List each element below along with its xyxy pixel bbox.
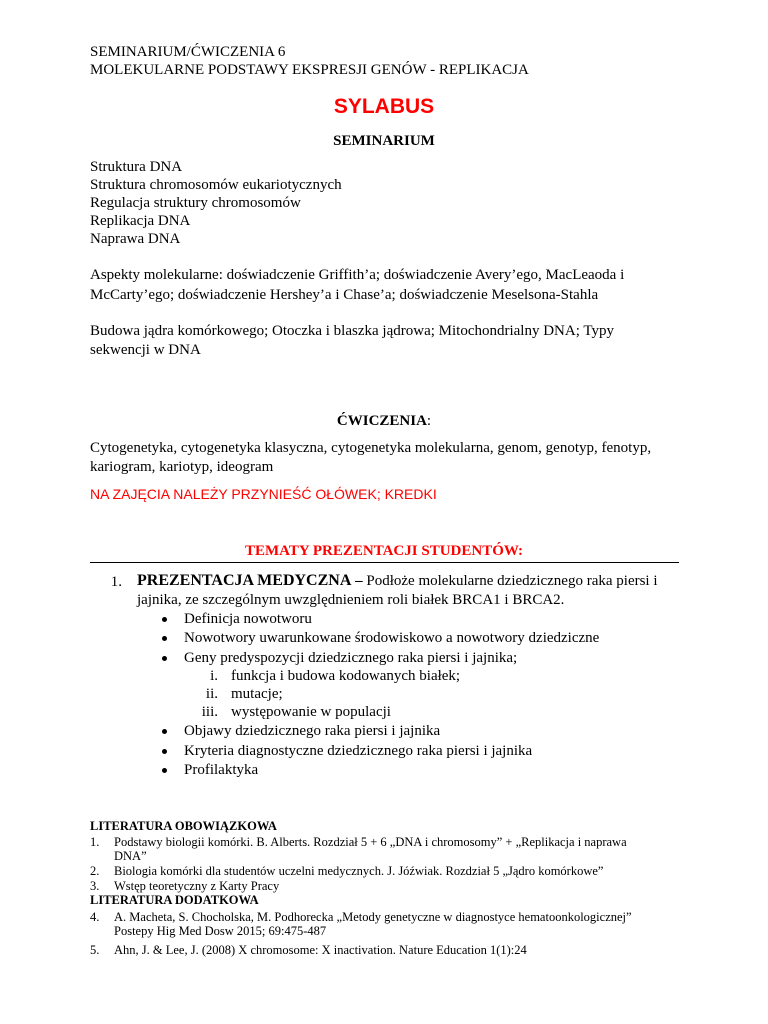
seminar-heading: SEMINARIUM [333,133,435,149]
presentation-item-desc-line-2: jajnika, ze szczególnym uwzględnieniem roli białek BRCA1 i BRCA2. [137,592,565,608]
literature-number: 2. [90,864,100,878]
bullet-icon [162,656,167,661]
literature-entry: Ahn, J. & Lee, J. (2008) X chromosome: X inactivation. Nature Education 1(1):24 [114,943,527,957]
aspects-paragraph-line-2: McCarty’ego; doświadczenie Hershey’a i Chase’a; doświadczenie Meselsona-Stahla [90,287,599,303]
seminar-topic: Struktura chromosomów eukariotycznych [90,177,342,193]
literature-number: 4. [90,910,100,924]
seminar-topic: Regulacja struktury chromosomów [90,195,301,211]
page-title: SYLABUS [333,95,435,118]
bullet-icon [162,749,167,754]
subitem-text: występowanie w populacji [231,704,391,720]
bullet-item: Profilaktyka [184,762,259,778]
presentation-item-dash: – [351,573,367,589]
header-line-2: MOLEKULARNE PODSTAWY EKSPRESJI GENÓW - REPLIKACJA [90,62,529,78]
exercises-heading [0,412,768,430]
exercises-line-1: Cytogenetyka, cytogenetyka klasyczna, cytogenetyka molekularna, genom, genotyp, fenotyp, [90,440,652,456]
literature-number: 3. [90,879,100,893]
presentation-item-heading [137,571,658,591]
seminar-topic: Naprawa DNA [90,231,181,247]
bullet-item: Kryteria diagnostyczne dziedzicznego raka piersi i jajnika [184,743,533,759]
presentation-item-desc: Podłoże molekularne dziedzicznego raka piersi i [366,573,658,589]
presentation-item-number: 1. [110,574,122,590]
seminar-topic: Replikacja DNA [90,213,191,229]
subitem-number: ii. [205,686,218,702]
bullet-item: Definicja nowotworu [184,611,312,627]
required-literature-heading: LITERATURA OBOWIĄZKOWA [90,819,277,833]
bullet-icon [162,768,167,773]
exercises-notice: NA ZAJĘCIA NALEŻY PRZYNIEŚĆ OŁÓWEK; KREDKI [90,486,437,502]
literature-number: 5. [90,943,100,957]
presentations-heading: TEMATY PREZENTACJI STUDENTÓW: [244,543,524,559]
presentation-item-title: PREZENTACJA MEDYCZNA [137,572,352,589]
subitem-number: iii. [201,704,218,720]
literature-entry: A. Macheta, S. Chocholska, M. Podhorecka „Metody genetyczne w diagnostyce hematoonkologicznej” [114,910,632,924]
bullet-item: Objawy dziedzicznego raka piersi i jajnika [184,723,441,739]
section-divider [90,562,679,563]
bullet-icon [162,617,167,622]
structure-paragraph-line-2: sekwencji w DNA [90,342,201,358]
exercises-heading-colon: : [426,413,432,429]
literature-number: 1. [90,835,100,849]
bullet-icon [162,729,167,734]
literature-entry: Podstawy biologii komórki. B. Alberts. Rozdział 5 + 6 „DNA i chromosomy” + „Replikacja i naprawa [114,835,627,849]
subitem-number: i. [210,668,218,684]
literature-entry: Biologia komórki dla studentów uczelni medycznych. J. Jóźwiak. Rozdział 5 „Jądro komórkowe” [114,864,604,878]
subitem-text: funkcja i budowa kodowanych białek; [231,668,461,684]
literature-entry: Wstęp teoretyczny z Karty Pracy [114,879,280,893]
header-line-1: SEMINARIUM/ĆWICZENIA 6 [90,44,286,60]
subitem-text: mutacje; [231,686,283,702]
bullet-icon [162,636,167,641]
bullet-item: Geny predyspozycji dziedzicznego raka piersi i jajnika; [184,650,518,666]
exercises-heading-text: ĆWICZENIA [336,413,427,429]
literature-entry-continued: DNA” [114,849,147,863]
literature-entry-continued: Postepy Hig Med Dosw 2015; 69:475-487 [114,924,327,938]
seminar-topic: Struktura DNA [90,159,183,175]
aspects-paragraph-line-1: Aspekty molekularne: doświadczenie Griffith’a; doświadczenie Avery’ego, MacLeaoda i [90,267,625,283]
exercises-line-2: kariogram, kariotyp, ideogram [90,459,274,475]
additional-literature-heading: LITERATURA DODATKOWA [90,893,259,907]
structure-paragraph-line-1: Budowa jądra komórkowego; Otoczka i blaszka jądrowa; Mitochondrialny DNA; Typy [90,323,614,339]
bullet-item: Nowotwory uwarunkowane środowiskowo a nowotwory dziedziczne [184,630,600,646]
